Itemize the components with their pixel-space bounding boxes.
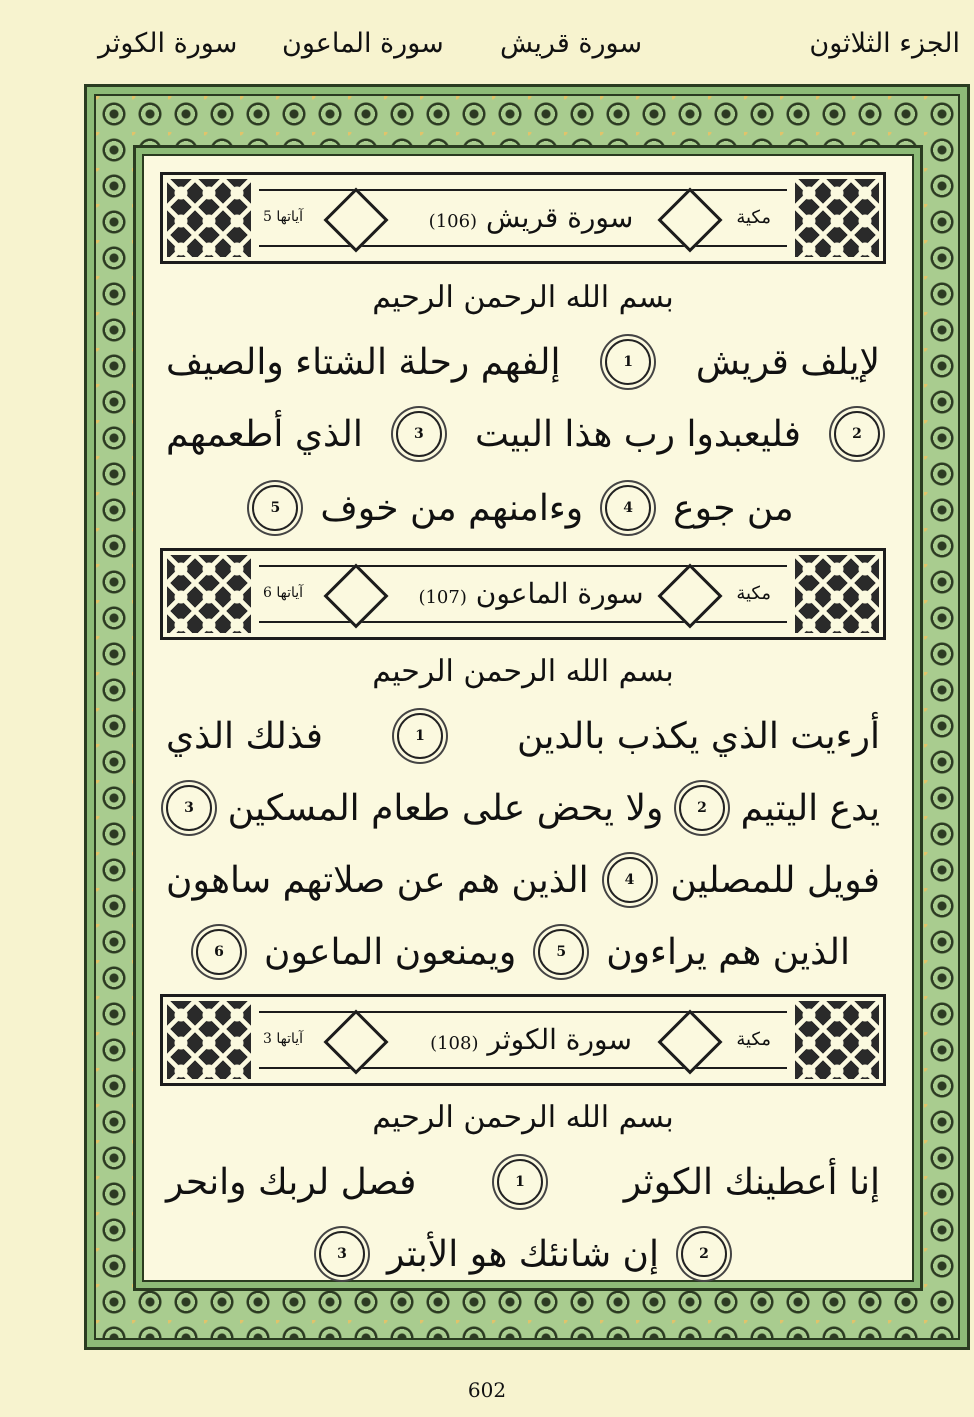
verse-text: فويل للمصلين: [670, 859, 880, 901]
text-area: [142, 154, 914, 1282]
verse-text: فليعبدوا رب هذا البيت: [474, 413, 801, 455]
verse-marker-icon: 3: [396, 411, 442, 457]
verse-marker-icon: 1: [605, 339, 651, 385]
verse-text: لإيلف قريش: [695, 341, 880, 383]
verse-text: فذلك الذي: [166, 715, 323, 757]
verse-text: ويمنعون الماعون: [264, 931, 517, 973]
surah-header-maun: [160, 548, 886, 640]
revelation-type: مكية: [736, 1029, 771, 1050]
verse-text: إن شانئك هو الأبتر: [387, 1233, 659, 1275]
verse-text: إنا أعطينك الكوثر: [623, 1161, 880, 1203]
verse-marker-icon: 2: [681, 1231, 727, 1277]
verse-line: [166, 706, 880, 766]
surah-header-quraysh: [160, 172, 886, 264]
verse-text: إلفهم رحلة الشتاء والصيف: [166, 341, 561, 383]
revelation-type: مكية: [736, 207, 771, 228]
verse-text: الذين هم يراءون: [606, 931, 850, 973]
verse-marker-icon: 4: [607, 857, 653, 903]
bismillah: بسم الله الرحمن الرحيم: [372, 1100, 674, 1135]
surah-header-kawthar: [160, 994, 886, 1086]
verse-line: [166, 1224, 880, 1284]
surah-number: (107): [418, 587, 467, 608]
verse-line: [166, 922, 880, 982]
header-surah-quraysh: سورة قريش: [500, 28, 643, 59]
verse-marker-icon: 1: [397, 713, 443, 759]
surah-title: سورة الكوثر (108): [430, 1023, 632, 1056]
bismillah: بسم الله الرحمن الرحيم: [372, 280, 674, 315]
verse-count: آياتها 3: [263, 1031, 304, 1047]
verse-text: الذي أطعمهم: [166, 413, 363, 455]
running-header: [0, 0, 974, 78]
verse-text: فصل لربك وانحر: [166, 1161, 417, 1203]
header-surah-kawthar: سورة الكوثر: [98, 28, 238, 59]
surah-title: سورة قريش (106): [428, 201, 634, 234]
verse-text: ولا يحض على طعام المسكين: [227, 787, 664, 829]
verse-line: [166, 404, 880, 464]
surah-title: سورة الماعون (107): [418, 577, 644, 610]
verse-text: يدع اليتيم: [740, 787, 880, 829]
surah-number: (106): [428, 211, 478, 232]
header-surah-maun: سورة الماعون: [282, 28, 444, 59]
verse-marker-icon: 3: [319, 1231, 365, 1277]
verse-marker-icon: 4: [605, 485, 651, 531]
verse-count: آياتها 6: [263, 585, 304, 601]
revelation-type: مكية: [736, 583, 771, 604]
verse-line: [166, 850, 880, 910]
verse-marker-icon: 2: [679, 785, 725, 831]
page-number: 602: [467, 1378, 507, 1402]
juz-label: الجزء الثلاثون: [809, 28, 960, 59]
verse-line: [166, 1152, 880, 1212]
verse-marker-icon: 5: [538, 929, 584, 975]
verse-marker-icon: 3: [166, 785, 212, 831]
verse-marker-icon: 1: [497, 1159, 543, 1205]
verse-text: الذين هم عن صلاتهم ساهون: [166, 859, 589, 901]
verse-marker-icon: 6: [196, 929, 242, 975]
verse-line: [166, 778, 880, 838]
page-frame: [84, 84, 970, 1350]
verse-count: آياتها 5: [263, 209, 304, 225]
verse-line: [166, 332, 880, 392]
verse-marker-icon: 2: [834, 411, 880, 457]
inner-frame: [133, 145, 923, 1291]
bismillah: بسم الله الرحمن الرحيم: [372, 654, 674, 689]
verse-text: وءامنهم من خوف: [320, 487, 584, 529]
verse-marker-icon: 5: [252, 485, 298, 531]
verse-line: [166, 478, 880, 538]
verse-text: من جوع: [673, 487, 794, 529]
surah-number: (108): [430, 1033, 479, 1054]
verse-text: أرءيت الذي يكذب بالدين: [516, 715, 880, 757]
